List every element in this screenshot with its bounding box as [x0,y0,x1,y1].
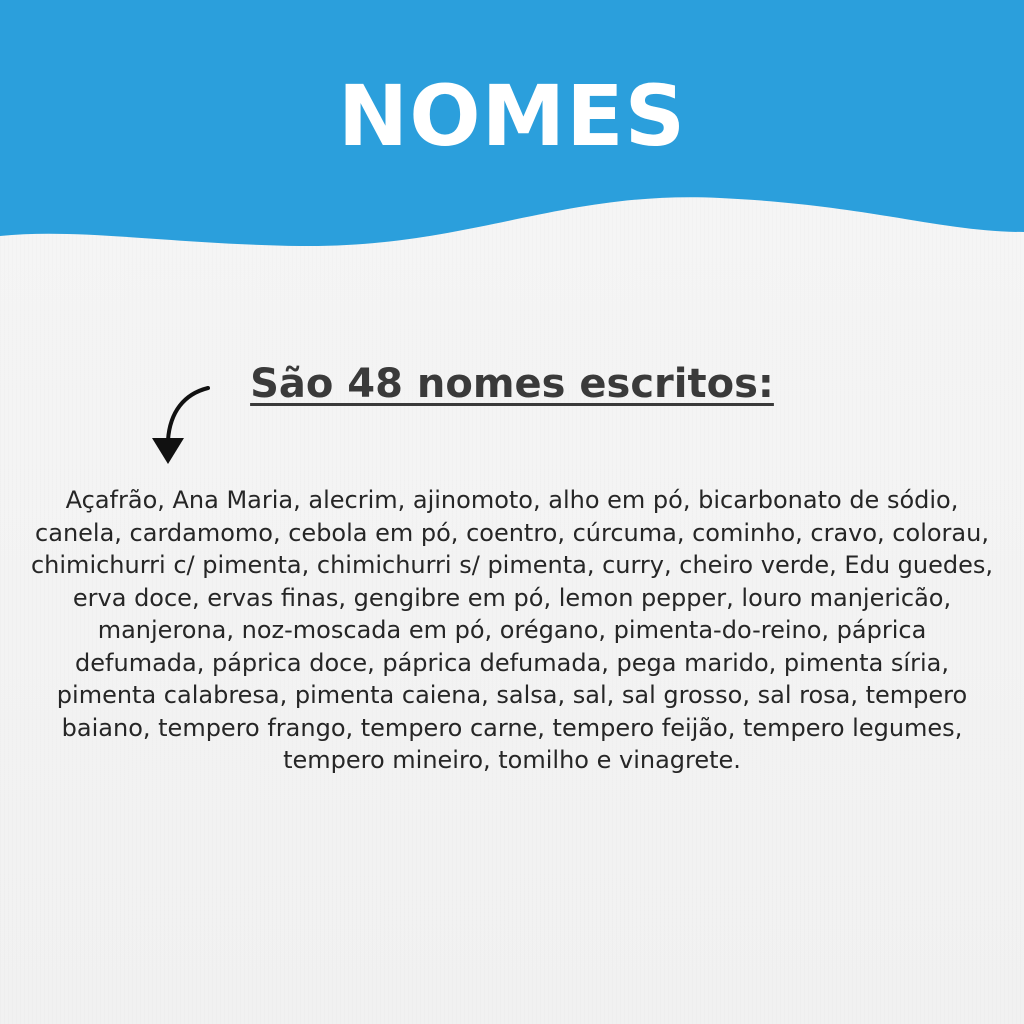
names-list: Açafrão, Ana Maria, alecrim, ajinomoto, alho em pó, bicarbonato de sódio, canela, cardamomo, cebola em pó, coentro, cúrcuma, cominho, cravo, colorau, chimichurri c/ pimenta, chimichurri s/ pimenta, curry, cheiro verde, Edu guedes, erva doce, ervas finas, gengibre em pó, lemon pepper, louro manjericão, manjerona, noz-moscada em pó, orégano, pimenta-do-reino, páprica defumada, páprica doce, páprica defumada, pega marido, pimenta síria, pimenta calabresa, pimenta caiena, salsa, sal, sal grosso, sal rosa, tempero baiano, tempero frango, tempero carne, tempero feijão, tempero legumes, tempero mineiro, tomilho e vinagrete. [30,486,993,774]
page-title: NOMES [337,67,687,165]
subtitle-heading: São 48 nomes escritos: [250,361,774,407]
